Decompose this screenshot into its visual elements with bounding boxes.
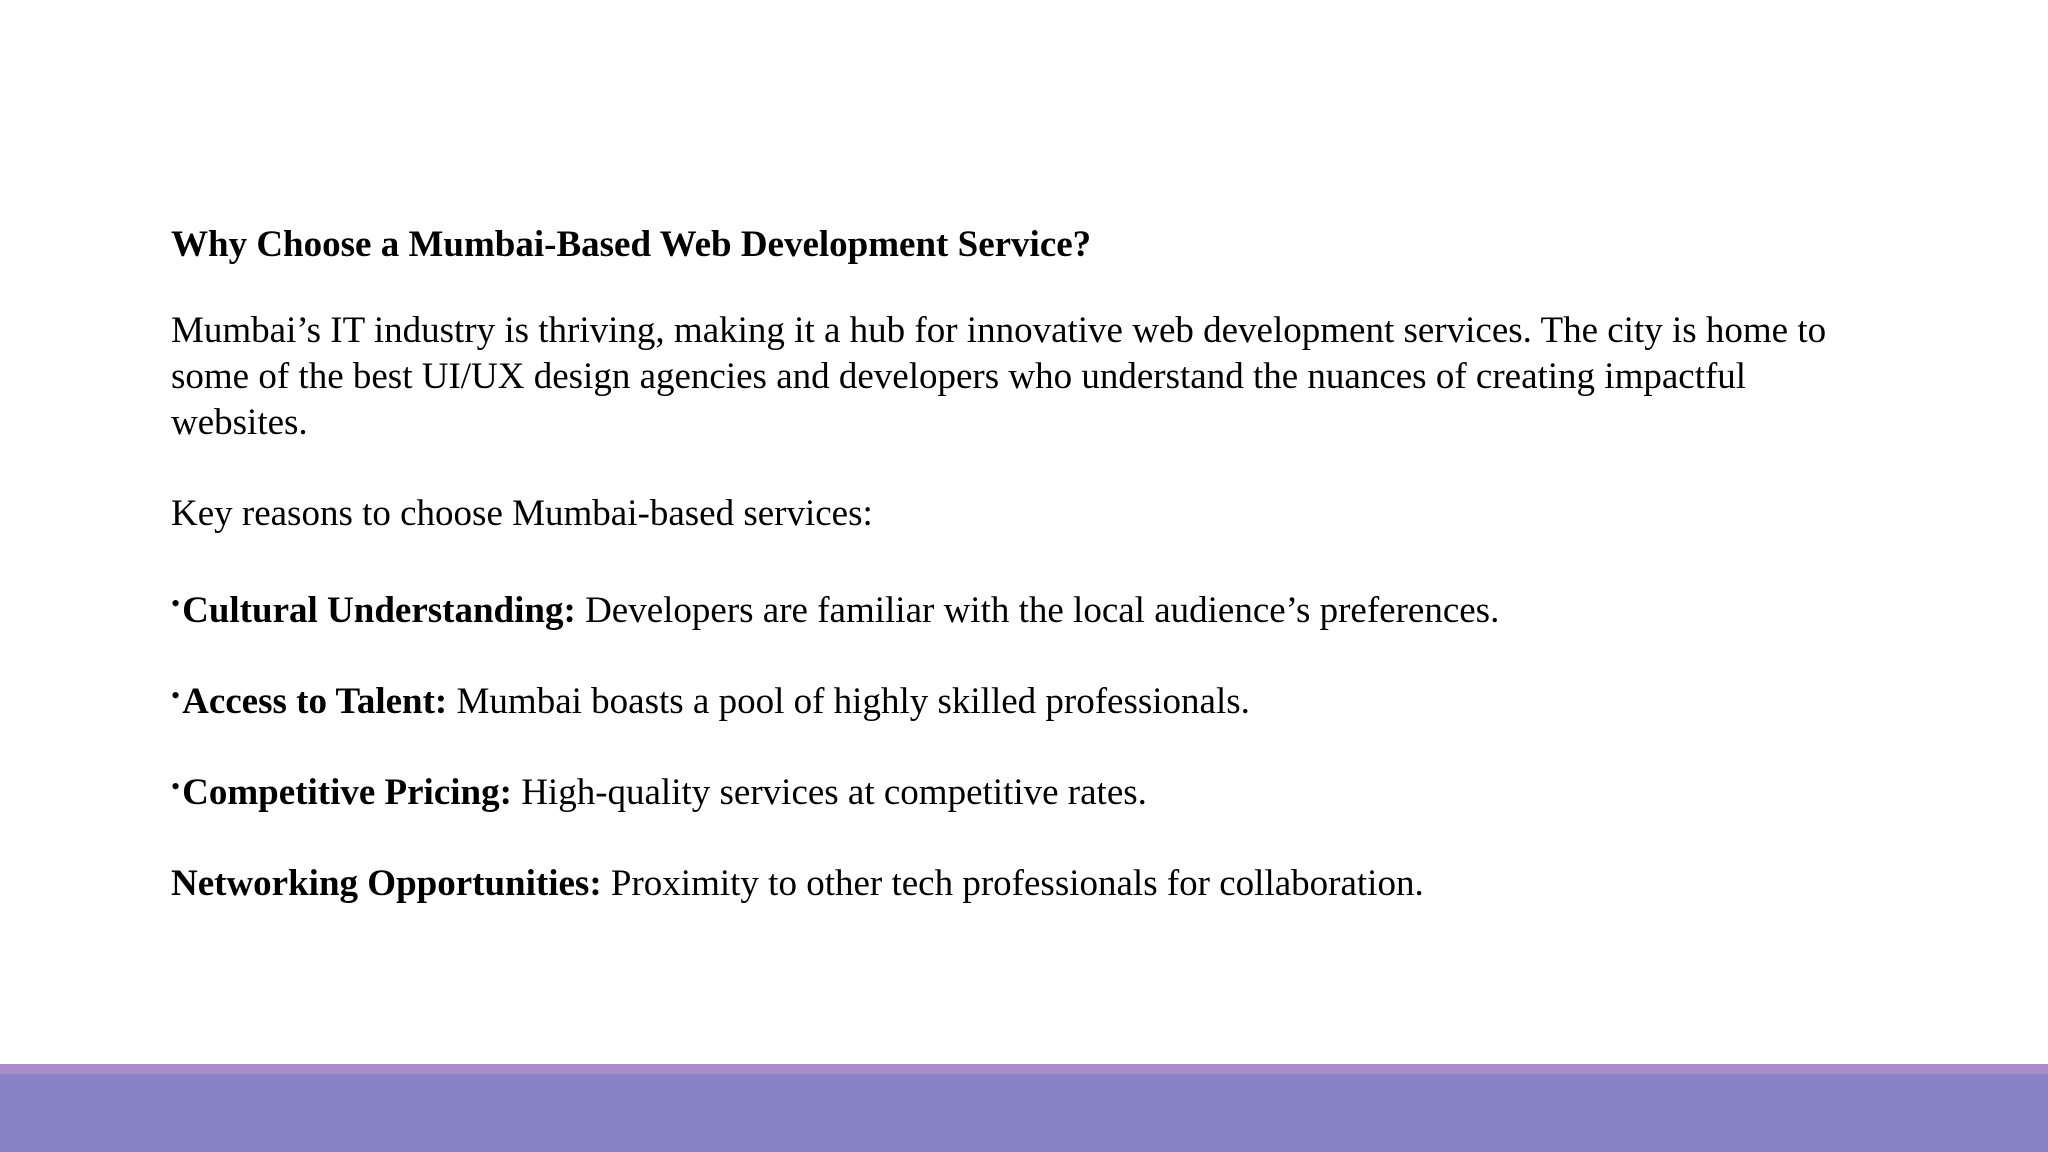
bullet-icon: • bbox=[171, 589, 181, 619]
slide-content bbox=[171, 222, 1871, 908]
reason-title: Competitive Pricing: bbox=[182, 772, 512, 813]
footer-band bbox=[0, 1074, 2048, 1152]
reason-item-access-to-talent bbox=[171, 679, 1871, 725]
reason-text: Mumbai boasts a pool of highly skilled professionals. bbox=[447, 680, 1250, 722]
reason-list bbox=[171, 588, 1871, 908]
reason-item-competitive-pricing bbox=[171, 770, 1871, 816]
bullet-icon: • bbox=[171, 680, 181, 710]
reason-title: Access to Talent: bbox=[182, 680, 448, 722]
reason-title: Networking Opportunities: bbox=[171, 863, 602, 905]
reason-text: High-quality services at competitive rates. bbox=[511, 772, 1147, 813]
footer-accent-line bbox=[0, 1064, 2048, 1074]
slide-heading: Why Choose a Mumbai-Based Web Development Service? bbox=[171, 224, 1092, 265]
reason-item-cultural-understanding bbox=[171, 588, 1871, 634]
reason-text: Proximity to other tech professionals for collaboration. bbox=[601, 863, 1424, 905]
reason-text: Developers are familiar with the local audience’s preferences. bbox=[575, 589, 1500, 631]
intro-paragraph: Mumbai’s IT industry is thriving, making it a hub for innovative web development services. The city is home to some of the best UI/UX design agencies and developers who understand the nuances of creating impactful websites. bbox=[171, 310, 1827, 444]
bullet-icon: • bbox=[171, 771, 181, 801]
reason-item-networking-opportunities bbox=[171, 861, 1871, 907]
reason-title: Cultural Understanding: bbox=[182, 589, 576, 631]
reasons-intro: Key reasons to choose Mumbai-based services: bbox=[171, 493, 873, 535]
